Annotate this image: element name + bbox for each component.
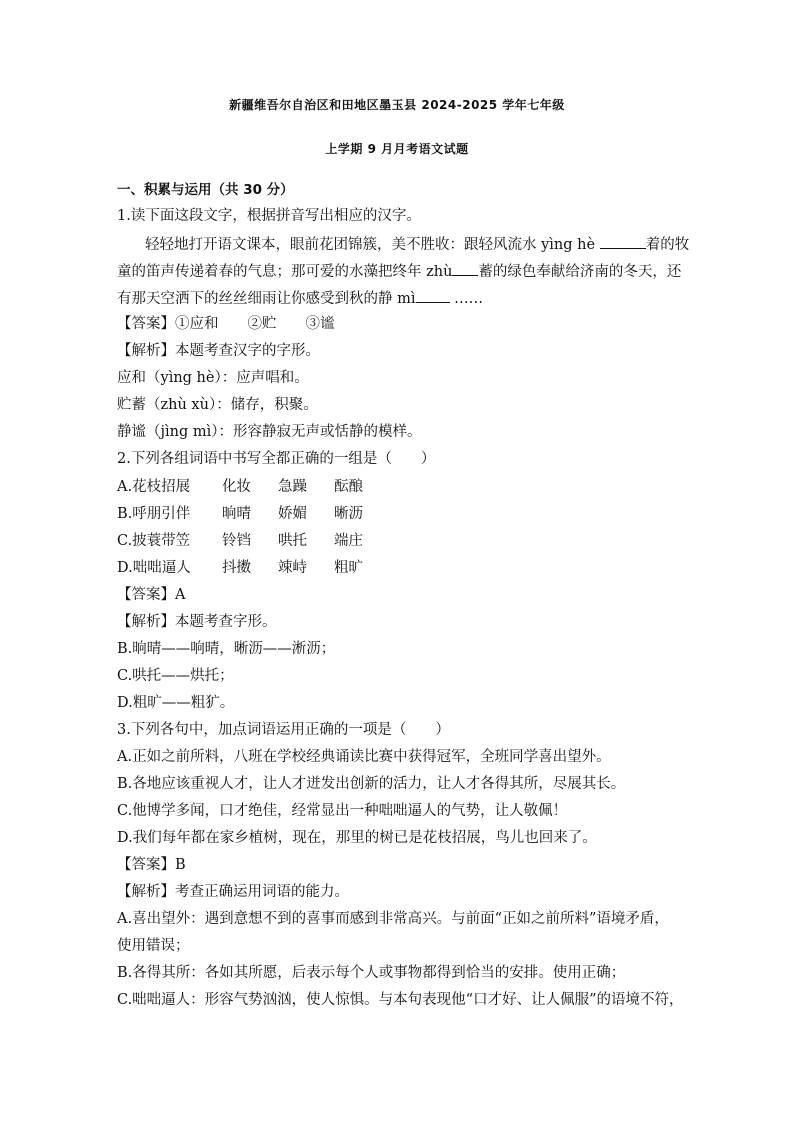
q1-note: 贮蓄（zhù xù）：储存，积聚。: [117, 397, 318, 413]
option-word: 端庄: [334, 533, 363, 549]
q1-passage-text: 有那天空洒下的丝丝细雨让你感受到秋的静 mì: [117, 291, 416, 307]
option-word: 晰沥: [334, 506, 363, 522]
q3-note: B.各得其所：各如其所愿，后表示每个人或事物都得到恰当的安排。使用正确；: [117, 965, 626, 981]
q1-passage-text: ……: [449, 291, 484, 307]
q2-note: D.粗旷——粗犷。: [117, 695, 235, 711]
q1-passage-text: 童的笛声传递着春的气息；那可爱的水藻把终年 zhù: [117, 264, 453, 280]
option-word: 铃铛: [222, 533, 251, 549]
fill-blank-3[interactable]: [416, 287, 450, 303]
q1-analysis: 【解析】本题考查汉字的字形。: [117, 343, 320, 359]
option-word: 酝酿: [334, 479, 363, 495]
section-heading: 一、积累与运用（共 30 分）: [117, 182, 294, 198]
option-label: D.咄咄逼人: [117, 560, 191, 576]
option-label: C.披蓑带笠: [117, 533, 191, 549]
q2-note: B.晌晴——响晴，晰沥——淅沥；: [117, 641, 336, 657]
option-word: 粗旷: [334, 560, 363, 576]
q2-option-a: [117, 477, 687, 497]
fill-blank-1[interactable]: [600, 233, 646, 249]
q3-option-b: B.各地应该重视人才，让人才迸发出创新的活力，让人才各得其所，尽展其长。: [117, 776, 626, 792]
q3-option-d: D.我们每年都在家乡植树，现在，那里的树已是花枝招展，鸟儿也回来了。: [117, 830, 597, 846]
option-word: 急躁: [278, 479, 307, 495]
option-word: 哄托: [278, 533, 307, 549]
q1-passage-line-2: [117, 260, 687, 282]
q3-option-c: C.他博学多闻，口才绝佳，经常显出一种咄咄逼人的气势，让人敬佩！: [117, 803, 568, 819]
q3-stem: 3.下列各句中，加点词语运用正确的一项是（ ）: [117, 722, 450, 738]
q1-passage-text: 轻轻地打开语文课本，眼前花团锦簇，美不胜收：跟轻风流水 yìng hè: [145, 237, 600, 253]
q3-note: A.喜出望外：遇到意想不到的喜事而感到非常高兴。与前面“正如之前所料”语境矛盾，: [117, 911, 669, 927]
q1-note: 静谧（jìng mì）：形容静寂无声或恬静的模样。: [117, 424, 422, 440]
exam-title-line-1: 新疆维吾尔自治区和田地区墨玉县 2024-2025 学年七年级: [229, 98, 565, 112]
q1-answer: 【答案】①应和 ②贮 ③谧: [117, 316, 335, 332]
q2-stem: 2.下列各组词语中书写全都正确的一组是（ ）: [117, 451, 436, 467]
q2-option-d: [117, 558, 687, 578]
q3-note: 使用错误；: [117, 938, 190, 954]
q2-option-b: [117, 504, 687, 524]
option-word: 化妆: [222, 479, 251, 495]
q1-passage-line-3: [117, 287, 687, 309]
option-word: 晌晴: [222, 506, 251, 522]
q3-option-a: A.正如之前所料，八班在学校经典诵读比赛中获得冠军，全班同学喜出望外。: [117, 749, 611, 765]
exam-title-line-2: 上学期 9 月月考语文试题: [325, 142, 469, 156]
q3-answer: 【答案】B: [117, 857, 186, 873]
option-word: 抖擞: [222, 560, 251, 576]
q2-answer: 【答案】A: [117, 587, 186, 603]
fill-blank-2[interactable]: [452, 260, 478, 276]
option-word: 竦峙: [278, 560, 307, 576]
option-label: A.花枝招展: [117, 479, 191, 495]
q1-passage-text: 蓄的绿色奉献给济南的冬天，还: [478, 264, 682, 280]
q2-analysis: 【解析】本题考查字形。: [117, 614, 277, 630]
q3-analysis: 【解析】考查正确运用词语的能力。: [117, 884, 349, 900]
q2-option-c: [117, 531, 687, 551]
q1-passage-line-1: [145, 233, 715, 255]
q1-passage-text: 着的牧: [645, 237, 690, 253]
q1-note: 应和（yìng hè）：应声唱和。: [117, 370, 309, 386]
q1-stem: 1.读下面这段文字，根据拼音写出相应的汉字。: [117, 208, 421, 224]
q2-note: C.哄托——烘托；: [117, 668, 234, 684]
option-word: 娇媚: [278, 506, 307, 522]
option-label: B.呼朋引伴: [117, 506, 191, 522]
q3-note: C.咄咄逼人：形容气势汹汹，使人惊惧。与本句表现他“口才好、让人佩服”的语境不符，: [117, 992, 684, 1008]
